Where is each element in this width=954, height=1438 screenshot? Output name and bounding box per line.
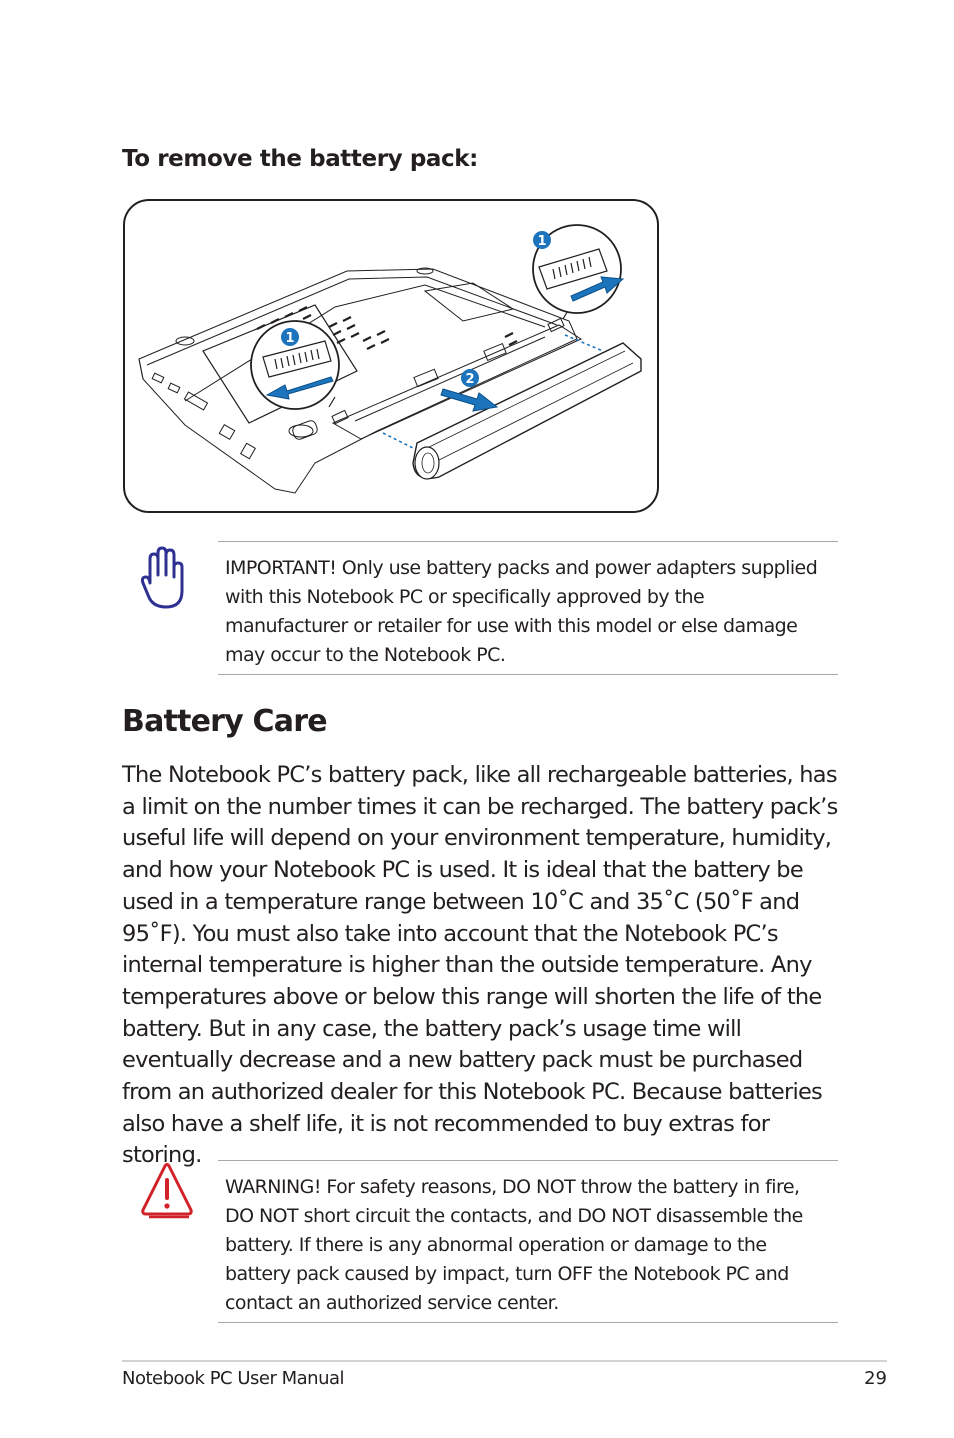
laptop-battery-illustration (125, 201, 659, 513)
removal-arrow (441, 389, 497, 411)
warning-note (218, 1160, 838, 1323)
footer-rule (122, 1360, 887, 1362)
svg-text:1: 1 (537, 234, 547, 249)
section-subheading: To remove the battery pack: (122, 146, 478, 172)
important-note-text: IMPORTANT! Only use battery packs and power adapters supplied with this Notebook PC or specifically approved by the manufacturer or retailer for use with this model or else damage may occur to the Notebook PC. (225, 557, 818, 666)
callout-2 (461, 369, 479, 387)
page-number: 29 (864, 1368, 887, 1389)
warning-note-text: WARNING! For safety reasons, DO NOT throw the battery in fire, DO NOT short circuit the contacts, and DO NOT disassemble the battery. If there is any abnormal operation or damage to the battery pack caused by impact, turn OFF the Notebook PC and contact an authorized service center. (225, 1176, 803, 1314)
footer-title: Notebook PC User Manual (122, 1368, 345, 1389)
callout-1-left (281, 328, 299, 346)
battery-care-heading: Battery Care (122, 704, 327, 739)
laptop-underside (139, 268, 581, 493)
warning-triangle-icon (140, 1162, 194, 1224)
battery-removal-figure (123, 199, 659, 513)
important-note (218, 541, 838, 675)
svg-text:1: 1 (285, 331, 295, 346)
callout-1-right (533, 231, 551, 249)
battery-care-body: The Notebook PC’s battery pack, like all rechargeable batteries, has a limit on the number times it can be recharged. The battery pack’s useful life will depend on your environment temperature, humidity, and how your Notebook PC is used. It is ideal that the battery be used in a temperature range between 10˚C and 35˚C (50˚F and 95˚F). You must also take into account that the Notebook PC’s internal temperature is higher than the outside temperature. Any temperatures above or below this range will shorten the life of the battery. But in any case, the battery pack’s usage time will eventually decrease and a new battery pack must be purchased from an authorized dealer for this Notebook PC. Because batteries also have a shelf life, it is not recommended to buy extras for storing. (122, 762, 838, 1169)
svg-text:2: 2 (465, 372, 475, 387)
hand-icon (140, 545, 188, 615)
